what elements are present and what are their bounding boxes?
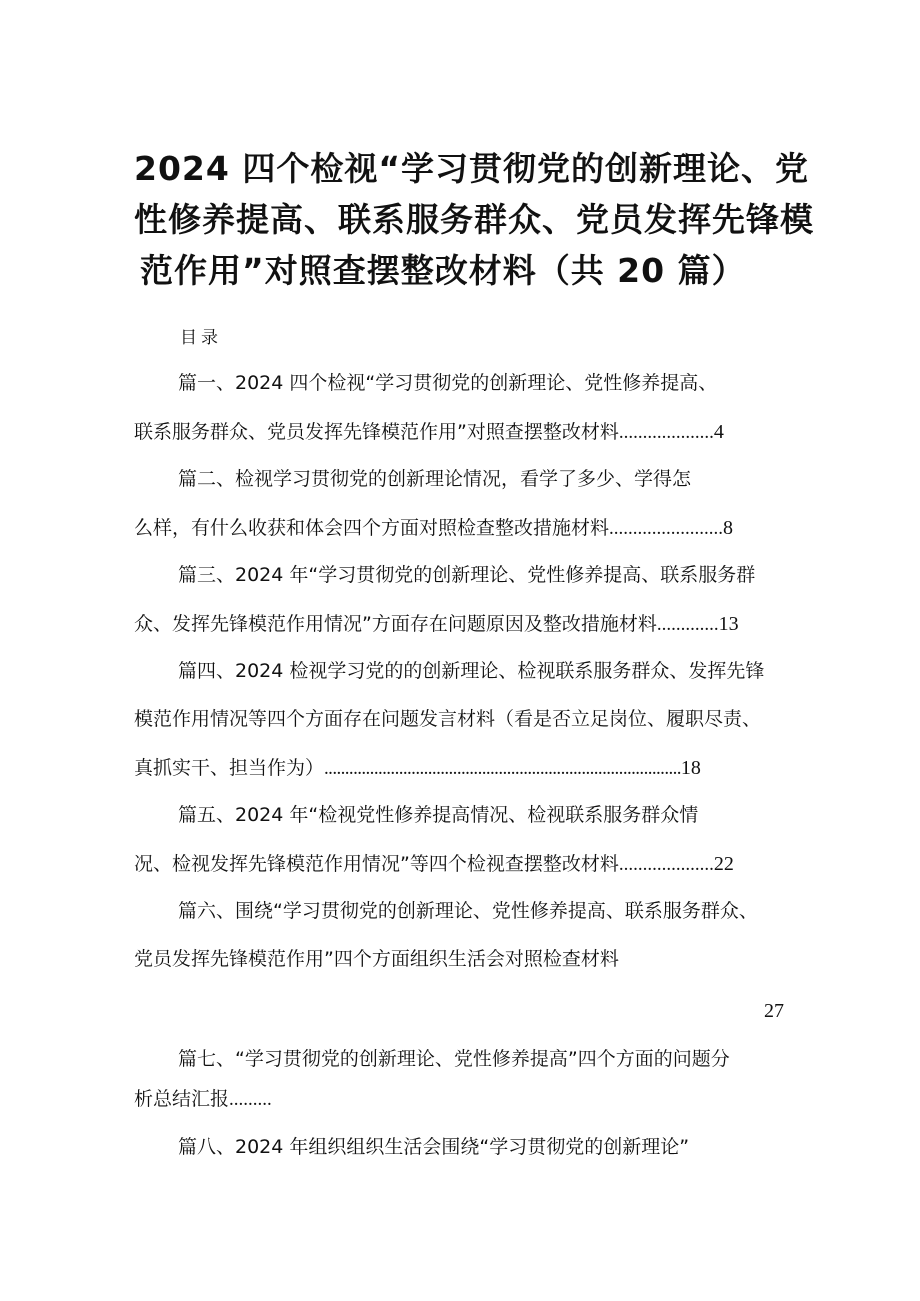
toc-entry-4-line-2[interactable]: 模范作用情况等四个方面存在问题发言材料（看是否立足岗位、履职尽责、: [134, 708, 762, 730]
toc-entry-5-line-1[interactable]: 篇五、2024 年“检视党性修养提高情况、检视联系服务群众情: [178, 804, 699, 826]
document-title-line-2: 性修养提高、联系服务群众、党员发挥先锋模: [134, 200, 814, 239]
document-title-line-3: 范作用”对照查摆整改材料（共 20 篇）: [140, 251, 746, 290]
toc-entry-5-line-2[interactable]: [134, 854, 734, 874]
toc-heading: 目录: [180, 328, 222, 348]
toc-entry-3-text: 众、发挥先锋模范作用情况”方面存在问题原因及整改措施材料: [134, 613, 657, 635]
toc-entry-2-line-2[interactable]: [134, 518, 733, 538]
toc-entry-2-leader: ........................: [609, 518, 724, 539]
toc-entry-7-line-1[interactable]: 篇七、“学习贯彻党的创新理论、党性修养提高”四个方面的问题分: [178, 1048, 730, 1070]
toc-entry-3-line-1[interactable]: 篇三、2024 年“学习贯彻党的创新理论、党性修养提高、联系服务群: [178, 564, 756, 586]
toc-entry-6-line-2[interactable]: 党员发挥先锋模范作用”四个方面组织生活会对照检查材料: [134, 948, 619, 970]
toc-entry-4-page: 18: [680, 757, 701, 779]
toc-entry-3-leader: .............: [656, 614, 719, 635]
toc-entry-1-leader: ....................: [618, 422, 714, 443]
toc-entry-6-line-1[interactable]: 篇六、围绕“学习贯彻党的创新理论、党性修养提高、联系服务群众、: [178, 900, 758, 922]
toc-entry-2-line-1[interactable]: 篇二、检视学习贯彻党的创新理论情况，看学了多少、学得怎: [178, 468, 692, 490]
toc-entry-5-page: 22: [713, 853, 734, 875]
toc-entry-1-line-1[interactable]: 篇一、2024 四个检视“学习贯彻党的创新理论、党性修养提高、: [178, 372, 718, 394]
toc-entry-1-page: 4: [713, 421, 724, 443]
toc-entry-7-leader: .........: [229, 1089, 272, 1110]
document-title-line-1: 2024 四个检视“学习贯彻党的创新理论、党: [134, 149, 810, 188]
toc-entry-2-page: 8: [723, 517, 734, 539]
toc-entry-2-text: 么样，有什么收获和体会四个方面对照检查整改措施材料: [134, 517, 610, 539]
toc-entry-7-text: 析总结汇报: [134, 1088, 230, 1110]
toc-entry-4-line-1[interactable]: 篇四、2024 检视学习党的的创新理论、检视联系服务群众、发挥先锋: [178, 660, 765, 682]
toc-entry-7-line-2[interactable]: [134, 1090, 272, 1109]
toc-entry-4-line-3[interactable]: [134, 758, 701, 778]
toc-entry-1-text: 联系服务群众、党员发挥先锋模范作用”对照查摆整改材料: [134, 421, 619, 443]
toc-entry-5-leader: ....................: [618, 854, 714, 875]
toc-entry-6-page-number: 27: [764, 1000, 784, 1022]
toc-entry-4-text: 真抓实干、担当作为）: [134, 757, 325, 779]
toc-entry-6-page[interactable]: [764, 1001, 784, 1021]
toc-entry-8-line-1[interactable]: 篇八、2024 年组织组织生活会围绕“学习贯彻党的创新理论”: [178, 1136, 690, 1158]
toc-entry-3-page: 13: [718, 613, 739, 635]
toc-entry-5-text: 况、检视发挥先锋模范作用情况”等四个检视查摆整改材料: [134, 853, 619, 875]
toc-entry-3-line-2[interactable]: [134, 614, 739, 634]
toc-entry-4-leader: ......................................................................................: [324, 758, 681, 779]
toc-entry-1-line-2[interactable]: [134, 422, 724, 442]
